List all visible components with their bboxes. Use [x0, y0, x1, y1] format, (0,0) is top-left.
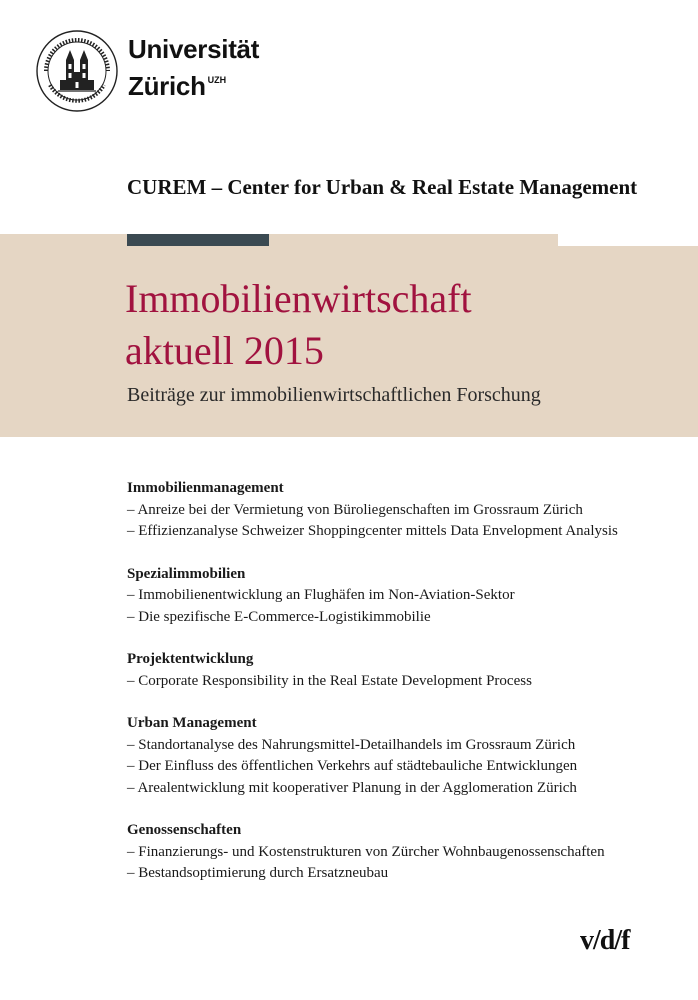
section-urban-management [127, 713, 667, 799]
book-title-line2: aktuell 2015 [125, 328, 324, 373]
list-item: – Die spezifische E-Commerce-Logistikimmobilie [127, 607, 667, 629]
university-name [128, 34, 259, 102]
section-items [127, 842, 667, 885]
book-subtitle: Beiträge zur immobilienwirtschaftlichen Forschung [127, 384, 541, 406]
list-item: – Finanzierungs- und Kostenstrukturen von Zürcher Wohnbaugenossenschaften [127, 842, 667, 864]
university-city: Zürich [128, 71, 206, 101]
table-of-contents [127, 478, 667, 906]
section-immobilienmanagement [127, 478, 667, 543]
list-item: – Standortanalyse des Nahrungsmittel-Detailhandels im Grossraum Zürich [127, 735, 667, 757]
university-name-line2 [128, 65, 259, 102]
section-spezialimmobilien [127, 564, 667, 629]
section-items [127, 585, 667, 628]
section-genossenschaften [127, 820, 667, 885]
book-title [125, 273, 472, 377]
list-item: – Effizienzanalyse Schweizer Shoppingcenter mittels Data Envelopment Analysis [127, 521, 667, 543]
section-items [127, 735, 667, 800]
publisher-logo: v/d/f [580, 925, 630, 956]
list-item: – Immobilienentwicklung an Flughäfen im Non-Aviation-Sektor [127, 585, 667, 607]
list-item: – Arealentwicklung mit kooperativer Planung in der Agglomeration Zürich [127, 778, 667, 800]
section-projektentwicklung [127, 649, 667, 692]
band-notch [558, 234, 698, 246]
list-item: – Bestandsoptimierung durch Ersatzneubau [127, 863, 667, 885]
book-title-line1: Immobilienwirtschaft [125, 276, 472, 321]
university-name-line1: Universität [128, 34, 260, 64]
section-items [127, 500, 667, 543]
list-item: – Der Einfluss des öffentlichen Verkehrs auf städtebauliche Entwicklungen [127, 756, 667, 778]
list-item: – Corporate Responsibility in the Real Estate Development Process [127, 671, 667, 693]
list-item: – Anreize bei der Vermietung von Büroliegenschaften im Grossraum Zürich [127, 500, 667, 522]
accent-bar [127, 234, 269, 246]
section-items [127, 671, 667, 693]
university-seal-icon [36, 30, 118, 112]
section-heading: Spezialimmobilien [127, 565, 246, 582]
center-name: CUREM – Center for Urban & Real Estate Management [127, 175, 638, 199]
section-heading: Immobilienmanagement [127, 480, 284, 496]
section-heading: Urban Management [127, 715, 257, 731]
section-heading: Projektentwicklung [127, 651, 254, 667]
university-abbreviation: UZH [207, 75, 227, 85]
section-heading: Genossenschaften [127, 822, 242, 838]
